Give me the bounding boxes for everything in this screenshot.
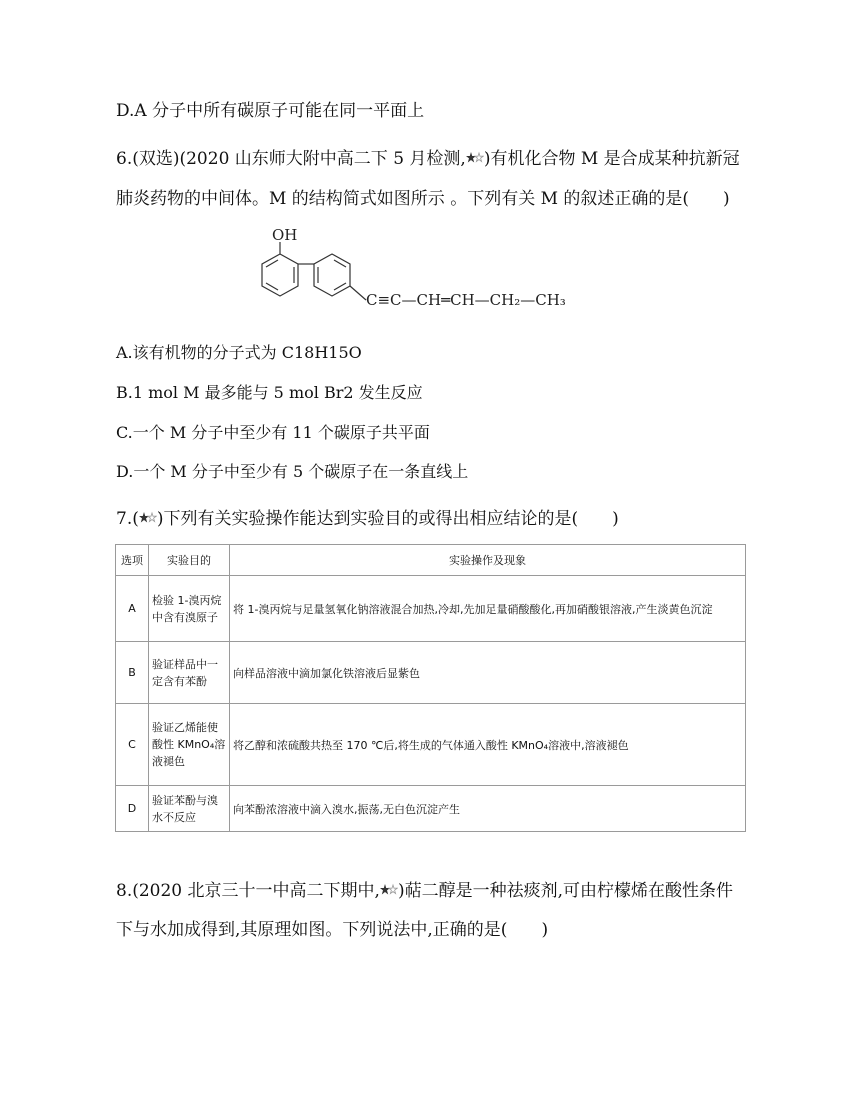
row-goal: 验证苯酚与溴水不反应 bbox=[149, 786, 230, 832]
table-header-row bbox=[116, 545, 746, 576]
q6-option-c: C.一个 M 分子中至少有 11 个碳原子共平面 bbox=[116, 423, 430, 442]
header-goal: 实验目的 bbox=[149, 545, 230, 576]
q7-stem bbox=[116, 504, 619, 529]
row-operation: 将乙醇和浓硫酸共热至 170 ℃后,将生成的气体通入酸性 KMnO₄溶液中,溶液褪色 bbox=[230, 704, 746, 786]
q7-number: 7.( bbox=[116, 509, 139, 529]
q5-option-d: D.A 分子中所有碳原子可能在同一平面上 bbox=[116, 101, 425, 121]
q6-option-b: B.1 mol M 最多能与 5 mol Br2 发生反应 bbox=[116, 383, 423, 402]
chain-label: C≡C—CH═CH—CH₂—CH₃ bbox=[366, 291, 566, 309]
compound-m-structure bbox=[250, 224, 610, 324]
q6-stem-rest: )有机化合物 M 是合成某种抗新冠 bbox=[483, 149, 740, 169]
q8-stem-rest: )萜二醇是一种祛痰剂,可由柠檬烯在酸性条件 bbox=[397, 881, 733, 901]
star-icon bbox=[466, 150, 484, 164]
q8-stem-line2: 下与水加成得到,其原理如图。下列说法中,正确的是( ) bbox=[116, 920, 549, 940]
experiment-table bbox=[115, 544, 746, 832]
table-row bbox=[116, 704, 746, 786]
row-option: B bbox=[116, 642, 149, 704]
row-option: D bbox=[116, 786, 149, 832]
row-option: C bbox=[116, 704, 149, 786]
q8-source-prefix: 8.(2020 北京三十一中高二下期中, bbox=[116, 881, 380, 901]
table-row bbox=[116, 786, 746, 832]
star-icon bbox=[380, 882, 398, 896]
star-icon bbox=[139, 510, 157, 524]
table-row bbox=[116, 642, 746, 704]
phenyl-ring bbox=[314, 254, 350, 296]
header-operation: 实验操作及现象 bbox=[230, 545, 746, 576]
row-operation: 将 1-溴丙烷与足量氢氧化钠溶液混合加热,冷却,先加足量硝酸酸化,再加硝酸银溶液,产生淡黄色沉淀 bbox=[230, 576, 746, 642]
q6-option-a: A.该有机物的分子式为 C18H15O bbox=[116, 343, 362, 362]
q6-stem-line1 bbox=[116, 144, 740, 169]
q6-option-d: D.一个 M 分子中至少有 5 个碳原子在一条直线上 bbox=[116, 462, 469, 481]
q6-stem-line2: 肺炎药物的中间体。M 的结构简式如图所示 。下列有关 M 的叙述正确的是( ) bbox=[116, 189, 730, 209]
q7-stem-text: )下列有关实验操作能达到实验目的或得出相应结论的是( ) bbox=[156, 509, 619, 529]
row-operation: 向样品溶液中滴加氯化铁溶液后显紫色 bbox=[230, 642, 746, 704]
phenol-ring bbox=[262, 254, 298, 296]
table-row bbox=[116, 576, 746, 642]
row-goal: 检验 1-溴丙烷中含有溴原子 bbox=[149, 576, 230, 642]
oh-label: OH bbox=[272, 226, 298, 244]
row-goal: 验证乙烯能使酸性 KMnO₄溶液褪色 bbox=[149, 704, 230, 786]
q6-source-prefix: 6.(双选)(2020 山东师大附中高二下 5 月检测, bbox=[116, 149, 466, 169]
q8-stem-line1 bbox=[116, 876, 733, 901]
row-operation: 向苯酚浓溶液中滴入溴水,振荡,无白色沉淀产生 bbox=[230, 786, 746, 832]
header-option: 选项 bbox=[116, 545, 149, 576]
row-goal: 验证样品中一定含有苯酚 bbox=[149, 642, 230, 704]
row-option: A bbox=[116, 576, 149, 642]
